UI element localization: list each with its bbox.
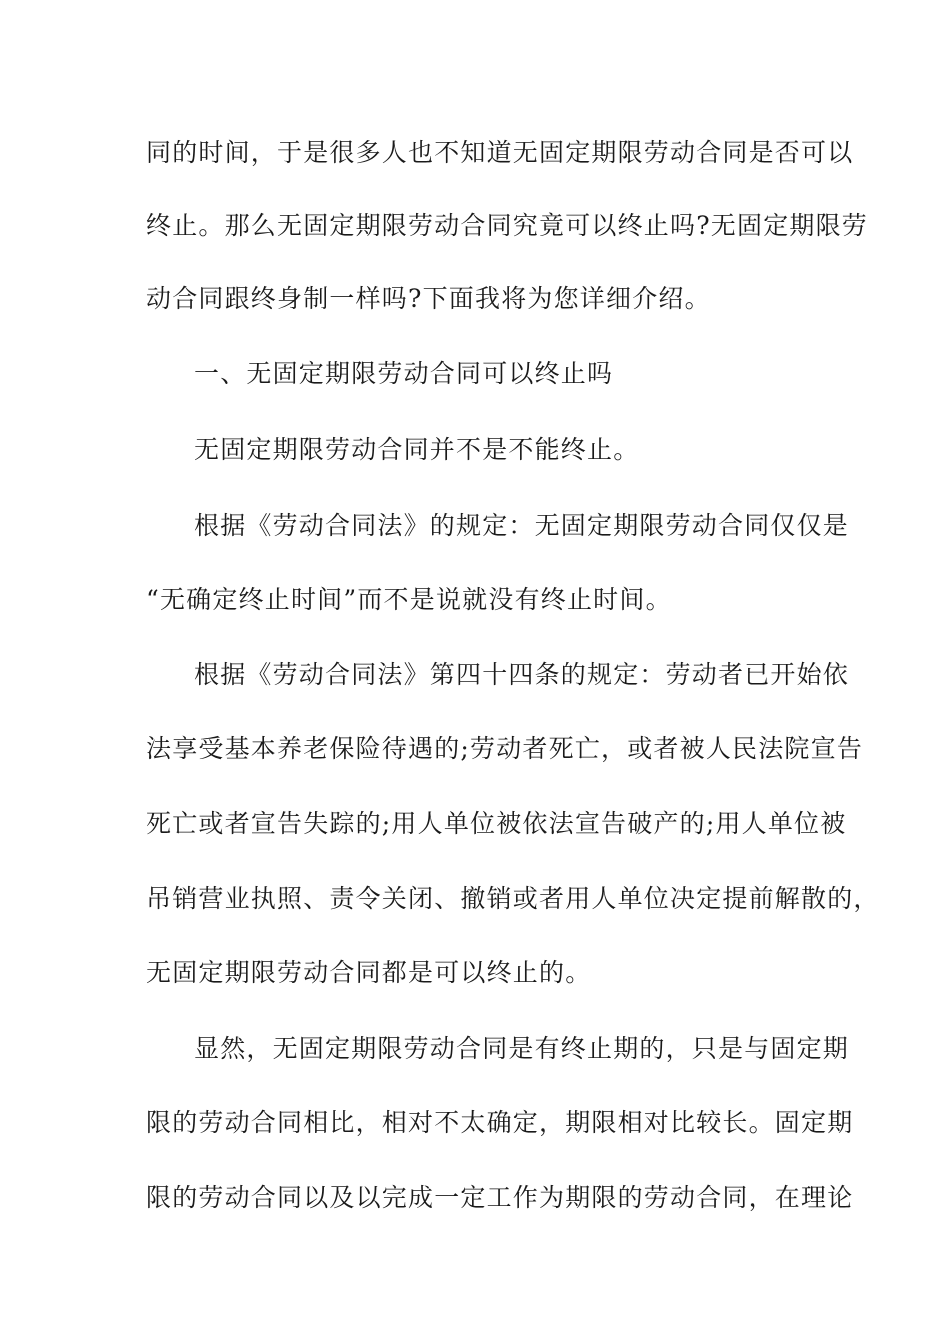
paragraph-line: 根据《劳动合同法》的规定：无固定期限劳动合同仅仅是	[194, 511, 850, 540]
paragraph-line: 同的时间，于是很多人也不知道无固定期限劳动合同是否可以	[146, 138, 854, 167]
paragraph-line: 根据《劳动合同法》第四十四条的规定：劳动者已开始依	[194, 660, 850, 689]
paragraph-line: 法享受基本养老保险待遇的;劳动者死亡，或者被人民法院宣告	[146, 734, 864, 763]
paragraph-line: 限的劳动合同以及以完成一定工作为期限的劳动合同，在理论	[146, 1183, 854, 1212]
paragraph-line: 吊销营业执照、责令关闭、撤销或者用人单位决定提前解散的，	[146, 884, 880, 913]
section-heading: 一、无固定期限劳动合同可以终止吗	[194, 359, 614, 388]
paragraph-line: 显然，无固定期限劳动合同是有终止期的，只是与固定期	[194, 1034, 850, 1063]
paragraph-line: 无固定期限劳动合同并不是不能终止。	[194, 435, 640, 464]
paragraph-line: “无确定终止时间”而不是说就没有终止时间。	[146, 585, 672, 614]
paragraph-line: 无固定期限劳动合同都是可以终止的。	[146, 958, 592, 987]
paragraph-line: 动合同跟终身制一样吗?下面我将为您详细介绍。	[146, 284, 711, 313]
paragraph-line: 终止。那么无固定期限劳动合同究竟可以终止吗?无固定期限劳	[146, 211, 869, 240]
paragraph-line: 死亡或者宣告失踪的;用人单位被依法宣告破产的;用人单位被	[146, 809, 847, 838]
paragraph-line: 限的劳动合同相比，相对不太确定，期限相对比较长。固定期	[146, 1108, 854, 1137]
